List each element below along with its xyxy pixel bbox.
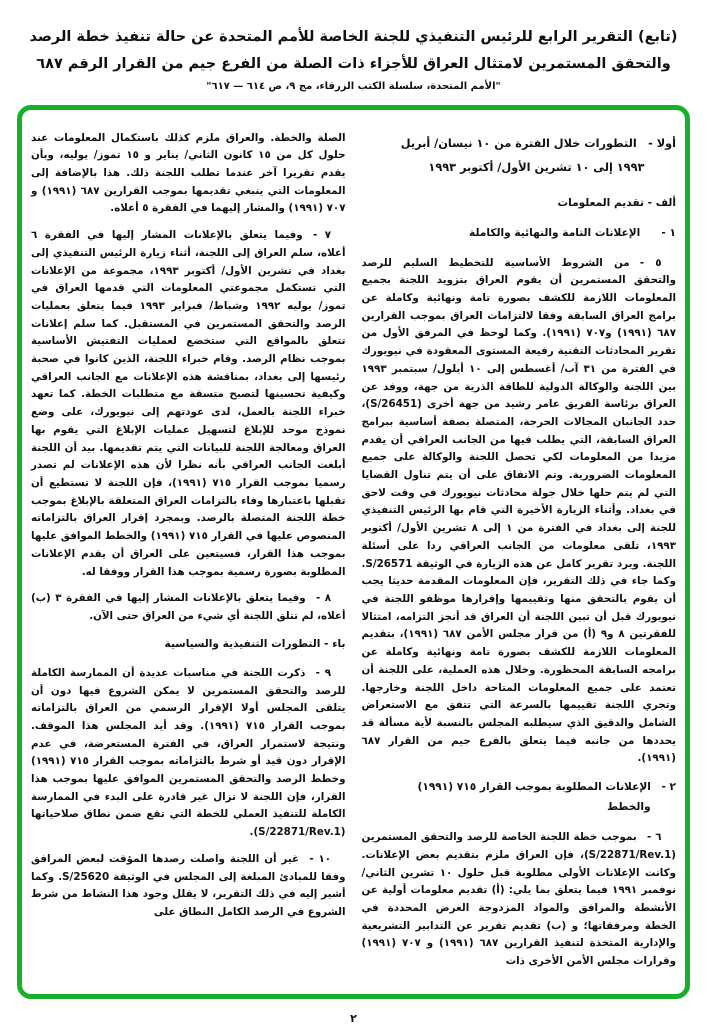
section-heading-first: أولا - التطورات خلال الفترة من ١٠ نيسان/ أبريل ١٩٩٣ إلى ١٠ تشرين الأول/ أكتوبر ١٩٩٣	[400, 136, 676, 174]
paragraph-7: ٧ - وفيما يتعلق بالإعلانات المشار إليها في الفقرة ٦ أعلاه، سلم العراق إلى اللجنة، أثناء زيارة الرئيس التنفيذي إلى بغداد في تشرين الأول/ أكتوبر ١٩٩٣، مجموعة من الإعلانات التي تستكمل مجموعتي المعلومات التي قدمها العراق في تموز/ يوليه ١٩٩٢ وشباط/ فبراير ١٩٩٣ فيما يتعلق بعمليات الرصد والتحقق المستمرين في المستقبل. كما سلم إعلانات تتعلق بالمواقع التي ستخضع لعمليات التفتيش الأساسية بموجب نظام الرصد. وقام خبراء اللجنة، الذين كانوا في صحبة رئيسها إلى بغداد، بمناقشة هذه الإعلانات مع الجانب العراقي وكيفية تحسينها لتصبح متسقة مع متطلبات الخطة. كما تعهد خبراء اللجنة بالعمل، لدى عودتهم إلى نيويورك، على وضع نموذج موحد للإبلاغ لتسهيل عمليات الإبلاغ التي يقوم بها العراق ومعالجة اللجنة للبيانات التي يتم تقديمها. بيد أن اللجنة أبلغت الجانب العراقي بأنه نظرا لأن هذه الإعلانات لم تصدر رسميا بموجب القرار ٧١٥ (١٩٩١)، فإن اللجنة لا تستطيع أن تقبلها باعتبارها وفاء بالتزامات العراق المتعلقة بالإبلاغ بموجب خطة اللجنة المتصلة بالرصد. وبمجرد إقرار العراق بالتزاماته المنصوص عليها في القرار ٧١٥ (١٩٩١) والخطط الموافق عليها بموجب هذا القرار، فسيتعين على العراق أن يقدم الإعلانات المطلوبة بصورة رسمية بموجب هذا القرار ووفقا له.	[31, 229, 346, 578]
paragraph-6: ٦ - بموجب خطة اللجنة الخاصة للرصد والتحقق المستمرين (S/22871/Rev.1)، فإن العراق ملزم بتقديم بعض الإعلانات. وكانت الإعلانات الأولى مطلوبة قبل حلول ١٠ تشرين الثاني/ نوفمبر ١٩٩١ فيما يتعلق بما يلي: (أ) تقديم معلومات أولية عن الأنشطة والمرافق والمواد المزدوجة الغرض المحددة في الخطة ومرفقاتها؛ و (ب) تقديم تقرير عن التدابير التشريعية والإدارية المتخذة لتنفيذ القرارين ٦٨٧ (١٩٩١) و ٧٠٧ (١٩٩١) وقرارات مجلس الأمن الأخرى ذات	[361, 831, 676, 968]
page-footer	[0, 1012, 707, 1025]
two-column-layout	[31, 130, 676, 980]
page-number: ٢	[350, 1011, 357, 1025]
paragraph-10: ١٠ - غير أن اللجنة واصلت رصدها المؤقت لبعض المرافق وفقا للمبادئ المبلغة إلى المجلس في الوثيقة S/25620. وكما أشير إليه في ذلك التقرير، لا يقلل وجود هذا النشاط من شرط الشروع في الرصد الكامل النطاق على	[31, 852, 346, 918]
column-right	[362, 130, 677, 980]
header-title-line2: والتحقق المستمرين لامتثال العراق للأجزاء ذات الصلة من الفرع جيم من القرار الرقم ٦٨٧	[36, 55, 671, 72]
paragraph-6-continuation: الصلة والخطة. والعراق ملزم كذلك باستكمال المعلومات عند حلول كل من ١٥ كانون الثاني/ يناير و ١٥ تموز/ يوليه، وبأن يقدم تقريرا آخر عندما تطلب اللجنة ذلك. هذا بالإضافة إلى المعلومات التي ينبغي تقديمها بموجب القرارين ٦٨٧ (١٩٩١) و ٧٠٧ (١٩٩١) والمشار إليهما في الفقرة ٥ أعلاه.	[31, 131, 346, 215]
subsection-heading-baa: باء - التطورات التنفيذية والسياسية	[164, 637, 346, 650]
document-header	[0, 0, 707, 96]
header-source-citation: "الأمم المتحدة، سلسلة الكتب الزرقاء، مج ٩، ص ٦١٤ — ٦١٧"	[206, 80, 501, 92]
subsection-heading-alif: ألف - تقديم المعلومات	[557, 197, 676, 210]
paragraph-8: ٨ - وفيما يتعلق بالإعلانات المشار إليها في الفقرة ٣ (ب) أعلاه، لم تتلق اللجنة أي شيء من العراق حتى الآن.	[31, 592, 346, 622]
content-border-box	[17, 105, 690, 999]
column-left	[31, 130, 346, 980]
numbered-heading-2: ٢ - الإعلانات المطلوبة بموجب القرار ٧١٥ (١٩٩١) والخطط	[417, 781, 676, 814]
paragraph-5: ٥ - من الشروط الأساسية للتخطيط السليم للرصد والتحقق المستمرين أن يقوم العراق بتزويد اللجنة بجميع المعلومات اللازمة للكشف بصورة تامة ونهائية وكاملة عن برامج العراق السابقة وفقا لالتزامات العراق بموجب القرارين ٦٨٧ (١٩٩١) و٧٠٧ (١٩٩١). وكما لوحظ في المرفق الأول من تقرير المحادثات التقنية رفيعة المستوى المعقودة في نيويورك في الفترة من ٣١ آب/ أغسطس إلى ١٠ أيلول/ سبتمبر ١٩٩٣ بين اللجنة والوكالة الدولية للطاقة الذرية من جهة، ووفد عن العراق برئاسة الفريق عامر رشيد من جهة أخرى (S/26451)، حدد الجانبان المجالات الحرجة، المتصلة بصفة أساسية ببرامج العراق السابقة، التي يطلب فيها من الجانب العراقي أن يقدم مزيدا من المعلومات لكي تحصل اللجنة والوكالة على جميع المعلومات الضرورية. وتم الاتفاق على أن يتم تناول القضايا التي لم يتم حلها خلال جولة محادثات نيويورك في وقت لاحق في بغداد. وأثناء الزيارة الأخيرة التي قام بها الرئيس التنفيذي للجنة إلى بغداد في الفترة من ١ إلى ٨ تشرين الأول/ أكتوبر ١٩٩٣، تلقى معلومات من الجانب العراقي ردا على أسئلة اللجنة. ويرد تقرير كامل عن هذه الزيارة في الوثيقة S/26571. وكما جاء في ذلك التقرير، فإن المعلومات المقدمة حديثا يجب أن يقوم بالتحقق منها وتقييمها وإقرارها موظفو اللجنة في نيويورك قبل أن تبين اللجنة أن العراق قد أنجز التزامه، امتثالا للفقرتين ٨ و٩ (أ) من قرار مجلس الأمن ٦٨٧ (١٩٩١)، بتقديم المعلومات اللازمة للكشف بصورة تامة ونهائية وكاملة عن برامجه السابقة المحظورة. وخلال هذه العملية، على اللجنة أن تعتمد على جميع المعلومات المتاحة داخل اللجنة وخارجها. وتجري اللجنة تقييمها بالسرعة التي تتفق مع الاستعراض الشامل والدقيق الذي سيطلبه المجلس بالنسبة لأية مسألة قد يحددها من جانبه فيما يتعلق بالفرع جيم من القرار ٦٨٧ (١٩٩١).	[361, 256, 676, 765]
paragraph-9: ٩ - ذكرت اللجنة في مناسبات عديدة أن الممارسة الكاملة للرصد والتحقق المستمرين لا يمكن الشروع فيها دون أن يتلقى المجلس أولا الإقرار الرسمي من العراق بالتزاماته بموجب القرار ٧١٥ (١٩٩١). وقد أيد المجلس هذا الموقف. ونتيجة لاستمرار العراق، في الفترة المستعرضة، في عدم الإقرار دون قيد أو شرط بالتزاماته بموجب القرار ٧١٥ (١٩٩١) وخطط الرصد والتحقق المستمرين الموافق عليها بموجب هذا القرار، فإن اللجنة لا تزال غير قادرة على البدء في الممارسة الكاملة للتنفيذ العملي للخطة التي تقع ضمن نطاق صلاحياتها (S/22871/Rev.1).	[31, 666, 346, 839]
header-title-line1: (تابع) التقرير الرابع للرئيس التنفيذي للجنة الخاصة للأمم المتحدة عن حالة تنفيذ خطة الرصد	[29, 29, 678, 45]
numbered-heading-1: ١ - الإعلانات التامة والنهائية والكاملة	[469, 227, 676, 240]
